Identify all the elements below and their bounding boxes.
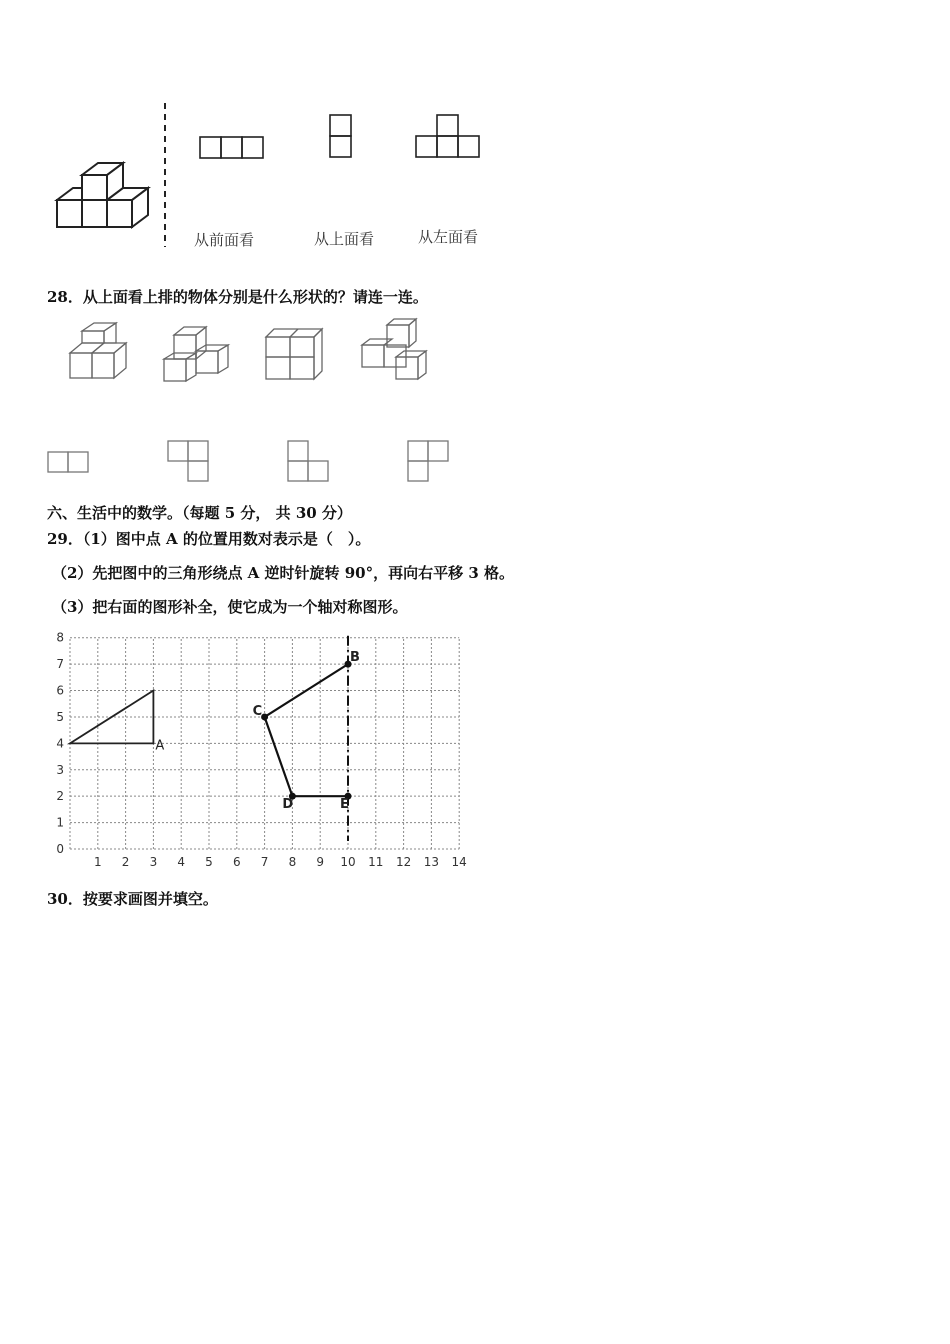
- object-1-drawing: [70, 323, 126, 378]
- x-tick-label: 1: [93, 855, 102, 869]
- object-4-drawing: [362, 319, 426, 379]
- y-tick-label: 8: [56, 630, 64, 645]
- grid-shapes: [70, 636, 360, 841]
- question-30: 30．按要求画图并填空。: [47, 890, 218, 908]
- point-label-d: D: [282, 797, 294, 813]
- x-tick-label: 11: [368, 855, 384, 869]
- q28-objects-row: [60, 315, 440, 390]
- left-view-shape: [416, 115, 479, 157]
- x-tick-label: 9: [316, 855, 325, 869]
- x-tick-label: 7: [260, 855, 269, 869]
- top-view-option-3: [288, 441, 328, 481]
- x-tick-label: 12: [395, 855, 412, 869]
- point-label-e: E: [340, 797, 349, 813]
- y-tick-label: 3: [56, 762, 64, 777]
- top-view-option-2: [168, 441, 208, 481]
- y-tick-label: 2: [56, 789, 64, 804]
- polyline-shape: [265, 664, 348, 796]
- section-6-title: 六、生活中的数学。（每题 5 分， 共 30 分）: [47, 504, 352, 522]
- view-label-top: 从上面看: [314, 230, 375, 248]
- point-label-c: C: [252, 703, 263, 719]
- y-tick-label: 5: [56, 709, 64, 724]
- question-28: 28．从上面看上排的物体分别是什么形状的？请连一连。: [47, 288, 428, 306]
- y-tick-label: 1: [56, 815, 64, 830]
- top-view-option-1: [48, 452, 88, 472]
- front-view-shape: [200, 137, 263, 158]
- object-2-drawing: [164, 327, 228, 381]
- y-tick-label: 7: [56, 657, 64, 672]
- axis-tick-labels: [56, 631, 466, 869]
- top-view-shape: [330, 115, 351, 157]
- question-29-part2: （2）先把图中的三角形绕点 A 逆时针旋转 90°，再向右平移 3 格。: [52, 564, 514, 582]
- object-3-drawing: [266, 329, 322, 379]
- y-tick-label: 6: [56, 683, 64, 698]
- block-stack-drawing: [57, 163, 148, 227]
- x-tick-label: 10: [340, 855, 356, 869]
- y-tick-label: 0: [56, 842, 64, 856]
- top-view-option-4: [408, 441, 448, 481]
- x-tick-label: 8: [288, 855, 297, 869]
- question-29-part1: 29．（1）图中点 A 的位置用数对表示是（ ）。: [47, 530, 371, 548]
- x-tick-label: 3: [149, 855, 158, 869]
- x-tick-label: 14: [451, 855, 467, 869]
- q28-top-views-row: [40, 435, 460, 490]
- question-29-part3: （3）把右面的图形补全，使它成为一个轴对称图形。: [52, 598, 408, 616]
- point-label-b: B: [350, 650, 360, 666]
- x-tick-label: 13: [423, 855, 440, 869]
- coordinate-grid: [40, 625, 480, 875]
- x-tick-label: 6: [232, 855, 241, 869]
- x-tick-label: 5: [205, 855, 213, 869]
- point-label-a: A: [155, 738, 165, 754]
- x-tick-label: 2: [121, 855, 130, 869]
- x-tick-label: 4: [177, 855, 186, 869]
- view-label-left: 从左面看: [418, 228, 479, 246]
- y-tick-label: 4: [56, 736, 64, 751]
- view-label-front: 从前面看: [194, 231, 255, 249]
